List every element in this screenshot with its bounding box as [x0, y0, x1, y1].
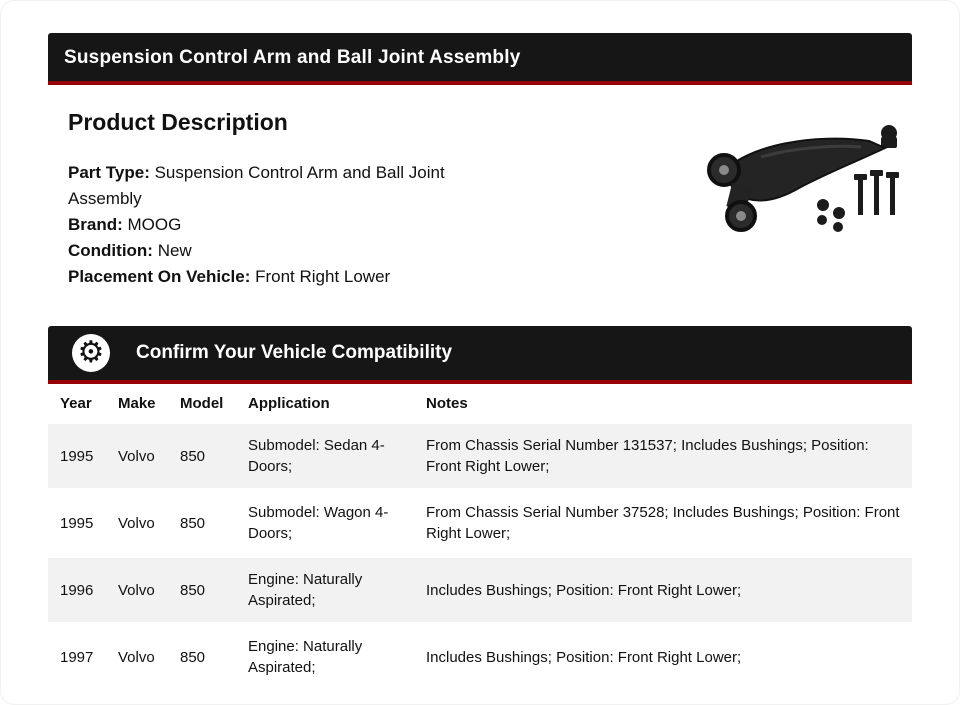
detail-condition	[68, 238, 468, 264]
col-header-year: Year	[48, 384, 106, 423]
detail-placement-value: Front Right Lower	[250, 267, 391, 286]
cell-make: Volvo	[118, 648, 155, 666]
table-row	[48, 557, 912, 624]
gear-icon: ⚙	[72, 334, 110, 372]
cell-make: Volvo	[118, 581, 155, 599]
cell-year: 1996	[60, 581, 94, 599]
compatibility-table	[48, 384, 912, 689]
product-title: Suspension Control Arm and Ball Joint Assembly	[64, 47, 521, 68]
table-row	[48, 624, 912, 690]
cell-notes: From Chassis Serial Number 37528; Includes Bushings; Position: Front Right Lower;	[426, 504, 900, 542]
detail-brand-label: Brand:	[68, 215, 123, 234]
detail-brand-value: MOOG	[122, 215, 182, 234]
detail-condition-label: Condition:	[68, 241, 153, 260]
cell-make: Volvo	[118, 514, 155, 532]
detail-condition-value: New	[152, 241, 192, 260]
cell-year: 1995	[60, 514, 94, 532]
header-row	[48, 384, 912, 423]
detail-part-type-label: Part Type:	[68, 163, 150, 182]
control-arm-illustration	[701, 117, 906, 242]
product-description-heading: Product Description	[68, 109, 288, 135]
table-row	[48, 423, 912, 490]
product-title-bar	[48, 33, 912, 85]
product-description-text	[68, 89, 468, 290]
cell-application: Submodel: Wagon 4-Doors;	[248, 504, 389, 542]
cell-application: Submodel: Sedan 4-Doors;	[248, 437, 385, 475]
compatibility-header-bar	[48, 326, 912, 384]
detail-part-type-value: Suspension Control Arm and Ball Joint Assembly	[68, 163, 445, 208]
cell-make: Volvo	[118, 447, 155, 465]
table-row	[48, 490, 912, 557]
compatibility-table-body	[48, 423, 912, 690]
col-header-application: Application	[236, 384, 414, 423]
product-description-section	[48, 85, 912, 290]
product-image	[701, 117, 906, 290]
cell-model: 850	[180, 581, 206, 599]
compatibility-table-head	[48, 384, 912, 423]
col-header-notes: Notes	[414, 384, 912, 423]
cell-application: Engine: Naturally Aspirated;	[248, 571, 363, 609]
cell-notes: Includes Bushings; Position: Front Right Lower;	[426, 648, 742, 666]
detail-placement	[68, 264, 468, 290]
cell-model: 850	[180, 447, 206, 465]
cell-notes: From Chassis Serial Number 131537; Includes Bushings; Position: Front Right Lower;	[426, 437, 869, 475]
cell-year: 1995	[60, 447, 94, 465]
detail-placement-label: Placement On Vehicle:	[68, 267, 251, 286]
cell-model: 850	[180, 514, 206, 532]
col-header-make: Make	[106, 384, 168, 423]
detail-part-type	[68, 160, 468, 212]
cell-year: 1997	[60, 648, 94, 666]
col-header-model: Model	[168, 384, 236, 423]
cell-notes: Includes Bushings; Position: Front Right Lower;	[426, 581, 742, 599]
cell-application: Engine: Naturally Aspirated;	[248, 638, 363, 676]
compatibility-title: Confirm Your Vehicle Compatibility	[136, 342, 453, 363]
detail-brand	[68, 212, 468, 238]
cell-model: 850	[180, 648, 206, 666]
